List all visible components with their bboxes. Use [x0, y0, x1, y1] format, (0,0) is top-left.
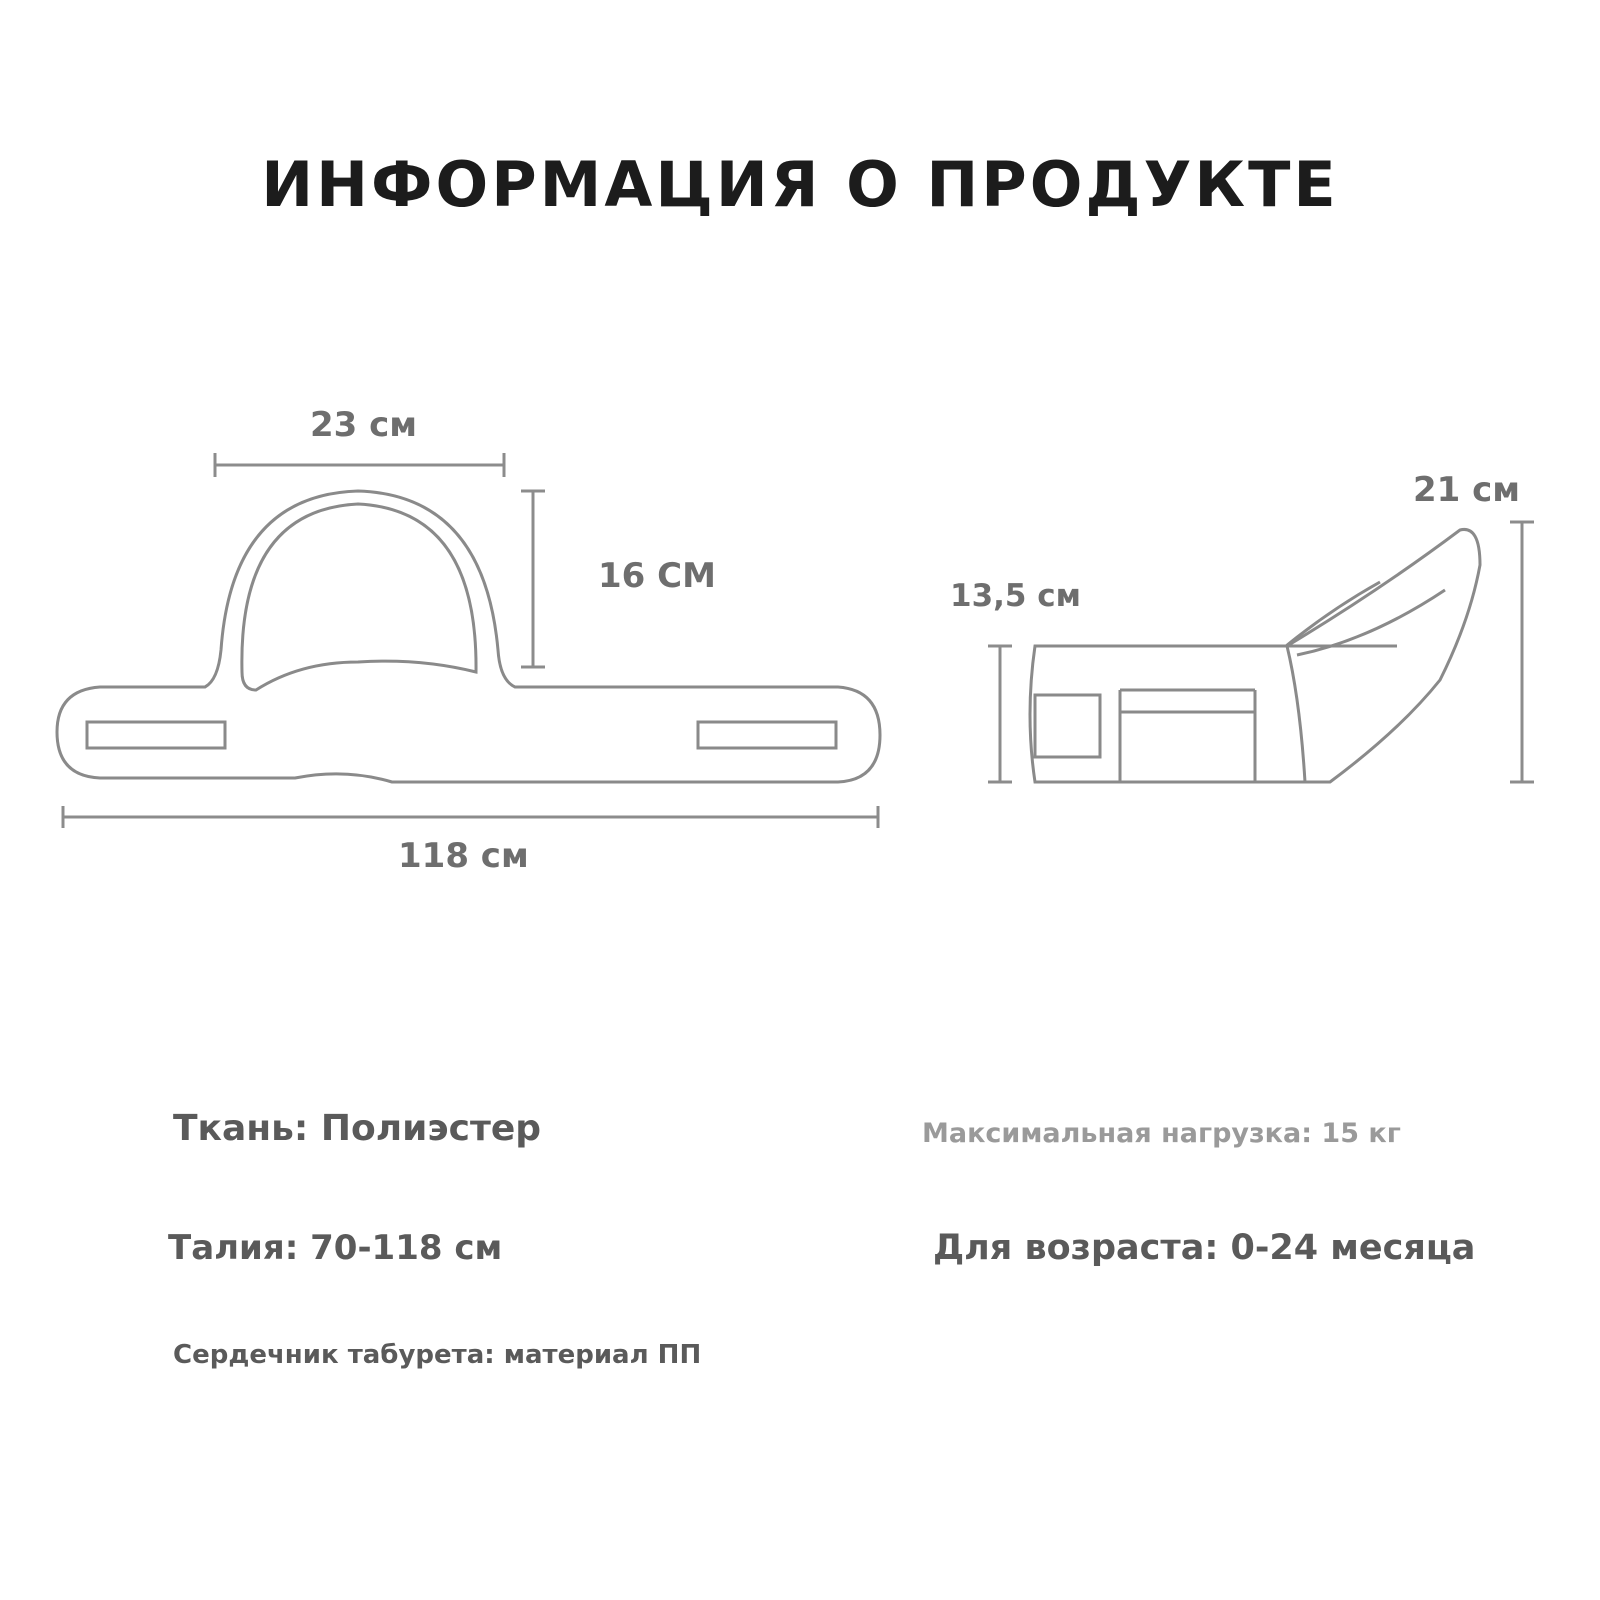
seat-backrest [1287, 529, 1480, 782]
dim-label-seat-height: 13,5 см [950, 578, 1081, 614]
belt-slot-left [87, 722, 225, 748]
dim-label-belt-length: 118 см [398, 836, 529, 876]
dimension-lines-front [63, 453, 878, 828]
seat-body [1030, 646, 1305, 782]
spec-max-load: Максимальная нагрузка: 15 кг [922, 1118, 1401, 1149]
belt-outer [57, 491, 880, 782]
belt-slot-right [698, 722, 836, 748]
page-title: ИНФОРМАЦИЯ О ПРОДУКТЕ [261, 148, 1339, 221]
spec-fabric: Ткань: Полиэстер [173, 1108, 542, 1149]
spec-waist: Талия: 70-118 см [168, 1228, 503, 1268]
spec-core: Сердечник табурета: материал ПП [173, 1340, 702, 1370]
belt-outline [57, 491, 880, 782]
dim-label-total-height: 21 см [1413, 470, 1521, 510]
dim-label-top-height: 16 СМ [598, 556, 716, 596]
seat-backrest-crease [1286, 582, 1380, 646]
seat-side-pocket [1035, 695, 1100, 757]
dim-label-top-width: 23 см [310, 405, 418, 445]
seat-side-outline [1030, 529, 1480, 782]
spec-age: Для возраста: 0-24 месяца [933, 1228, 1476, 1268]
belt-inner-arch [242, 504, 476, 690]
